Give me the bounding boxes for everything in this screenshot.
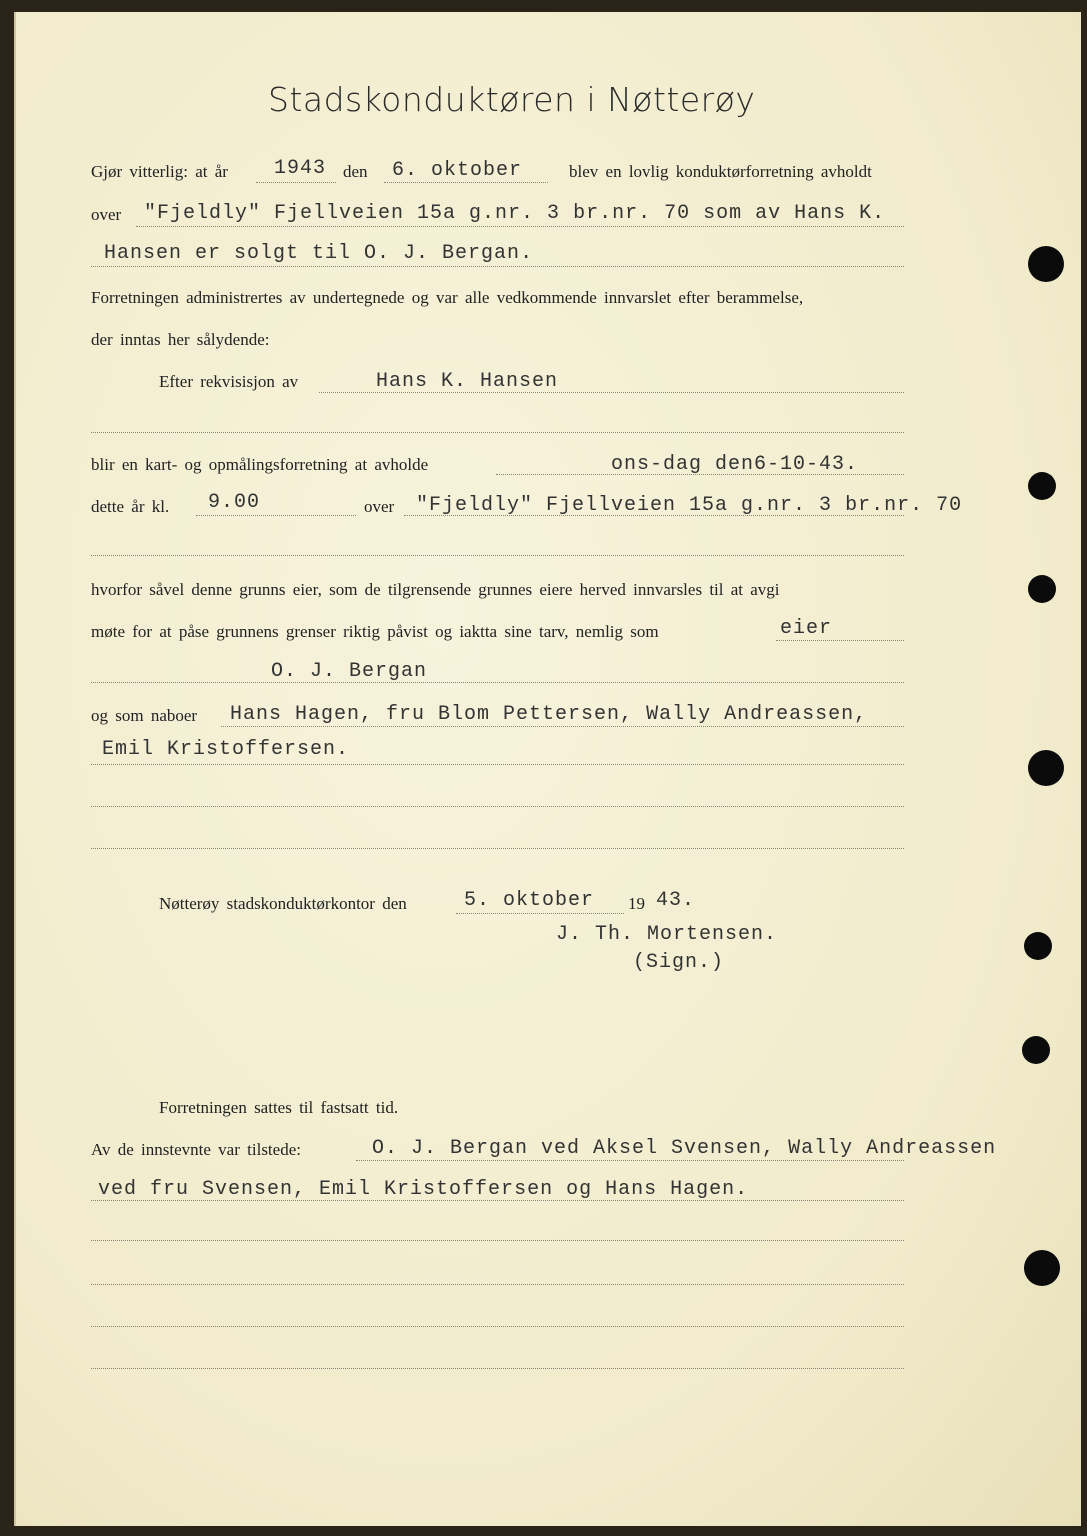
signature-note: (Sign.) — [633, 951, 725, 974]
notice-neighbours-line1: Hans Hagen, fru Blom Pettersen, Wally Andreassen, — [230, 703, 868, 726]
survey-date: 6-10-43. — [754, 453, 859, 476]
admin-line1: Forretningen administrertes av undertegnede og var alle vedkommende innvarslet efter berammelse, — [91, 288, 804, 307]
binder-hole — [1022, 1036, 1050, 1064]
admin-line2: der inntas her sålydende: — [91, 330, 270, 349]
document-page — [14, 12, 1081, 1526]
intro-year: 1943 — [274, 157, 327, 180]
binder-hole — [1028, 750, 1064, 786]
proceedings-label-present: Av de innstevnte var tilstede: — [91, 1140, 301, 1159]
binder-hole — [1024, 1250, 1060, 1286]
intro-property-line2: Hansen er solgt til O. J. Bergan. — [104, 242, 534, 265]
proceedings-present-line2: ved fru Svensen, Emil Kristoffersen og Hans Hagen. — [98, 1178, 749, 1201]
signature-year-suffix: 43. — [656, 889, 696, 912]
notice-role: eier — [780, 617, 833, 640]
survey-label-over: over — [364, 497, 395, 516]
requisition-name: Hans K. Hansen — [376, 370, 559, 393]
binder-hole — [1028, 472, 1056, 500]
notice-label-naboer: og som naboer — [91, 706, 198, 725]
signature-date: 5. oktober — [464, 889, 595, 912]
notice-owner: O. J. Bergan — [271, 660, 428, 683]
intro-date: 6. oktober — [392, 159, 523, 182]
notice-neighbours-line2: Emil Kristoffersen. — [102, 738, 350, 761]
binder-hole — [1028, 246, 1064, 282]
survey-label-blir: blir en kart- og opmålingsforretning at avholde — [91, 455, 429, 474]
intro-label-blev: blev en lovlig konduktørforretning avholdt — [569, 162, 872, 181]
intro-property-line1: "Fjeldly" Fjellveien 15a g.nr. 3 br.nr. 70 som av Hans K. — [144, 202, 886, 225]
signature-century: 19 — [628, 894, 645, 913]
document-title: Stadskonduktøren i Nøtterøy — [268, 80, 756, 119]
notice-line1: hvorfor såvel denne grunns eier, som de tilgrensende grunnes eiere herved innvarsles til at avgi — [91, 580, 780, 599]
intro-label-gjor: Gjør vitterlig: at år — [91, 162, 228, 181]
binder-hole — [1028, 575, 1056, 603]
survey-label-dette: dette år kl. — [91, 497, 170, 516]
proceedings-line1: Forretningen sattes til fastsatt tid. — [159, 1098, 399, 1117]
signature-name: J. Th. Mortensen. — [556, 923, 778, 946]
requisition-label: Efter rekvisisjon av — [159, 372, 299, 391]
notice-line2: møte for at påse grunnens grenser riktig påvist og iaktta sine tarv, nemlig som — [91, 622, 659, 641]
intro-label-den: den — [343, 162, 368, 181]
binder-hole — [1024, 932, 1052, 960]
survey-day: ons-dag den — [611, 453, 755, 476]
signature-office-label: Nøtterøy stadskonduktørkontor den — [159, 894, 407, 913]
proceedings-present-line1: O. J. Bergan ved Aksel Svensen, Wally Andreassen — [372, 1137, 997, 1160]
intro-label-over: over — [91, 205, 122, 224]
survey-property: "Fjeldly" Fjellveien 15a g.nr. 3 br.nr. 70 — [416, 494, 963, 517]
survey-time: 9.00 — [208, 491, 261, 514]
